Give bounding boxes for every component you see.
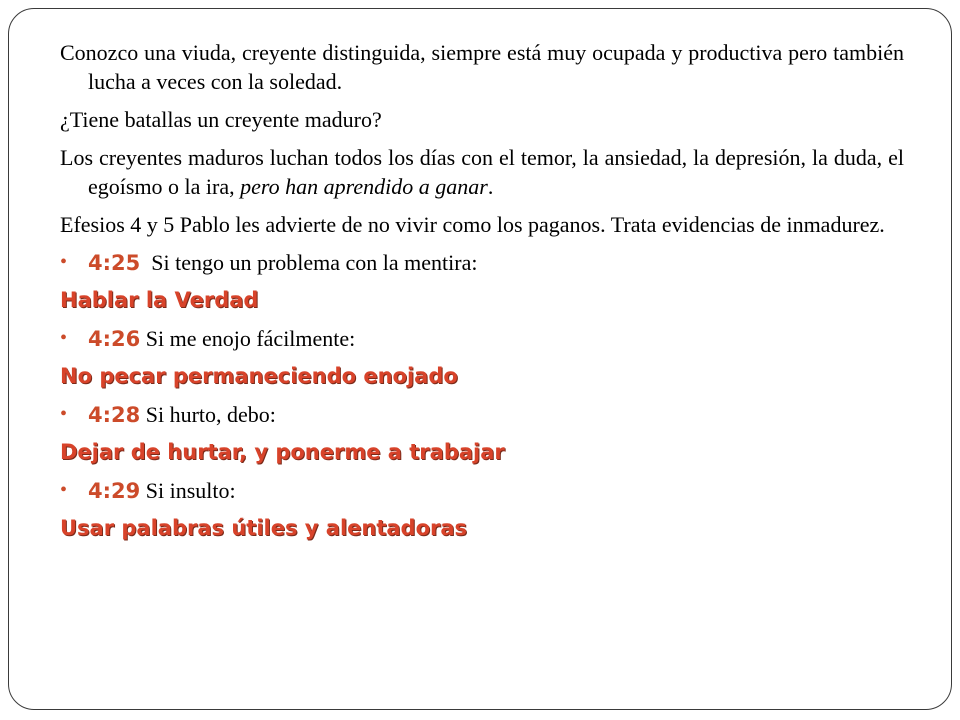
bullet-icon: • <box>60 479 68 501</box>
paragraph-question: ¿Tiene batallas un creyente maduro? <box>60 107 382 132</box>
bullet-icon: • <box>60 403 68 425</box>
verse-reference: 4:25 <box>88 251 141 275</box>
bullet-item <box>60 248 904 277</box>
verse-condition: Si tengo un problema con la mentira: <box>151 250 478 275</box>
paragraph-widow: Conozco una viuda, creyente distinguida, siempre está muy ocupada y productiva pero también lucha a veces con la soledad. <box>60 40 904 94</box>
verse-reference: 4:29 <box>88 479 141 503</box>
verse-answer: Usar palabras útiles y alentadoras <box>60 516 468 540</box>
verse-condition: Si insulto: <box>145 478 236 503</box>
paragraph-mature-period: . <box>487 174 494 199</box>
bullet-item <box>60 400 904 429</box>
verse-reference: 4:28 <box>88 403 141 427</box>
verse-answer: Hablar la Verdad <box>60 288 259 312</box>
verse-condition: Si hurto, debo: <box>145 402 276 427</box>
bullet-icon: • <box>60 251 68 273</box>
verse-answer: No pecar permaneciendo enojado <box>60 364 458 388</box>
slide-content <box>60 38 904 552</box>
paragraph-ephesians: Efesios 4 y 5 Pablo les advierte de no vivir como los paganos. Trata evidencias de inmadurez. <box>60 212 885 237</box>
bullet-item <box>60 476 904 505</box>
verse-reference: 4:26 <box>88 327 141 351</box>
paragraph-mature-believers <box>60 143 904 201</box>
bullet-icon: • <box>60 327 68 349</box>
paragraph-mature-emphasis: pero han aprendido a ganar <box>240 174 488 199</box>
bullet-item <box>60 324 904 353</box>
paragraph-mature-text: Los creyentes maduros luchan todos los días con el temor, la ansiedad, la depresión, la duda, el egoísmo o la ira, <box>60 145 904 199</box>
verse-answer: Dejar de hurtar, y ponerme a trabajar <box>60 440 505 464</box>
verse-condition: Si me enojo fácilmente: <box>145 326 356 351</box>
